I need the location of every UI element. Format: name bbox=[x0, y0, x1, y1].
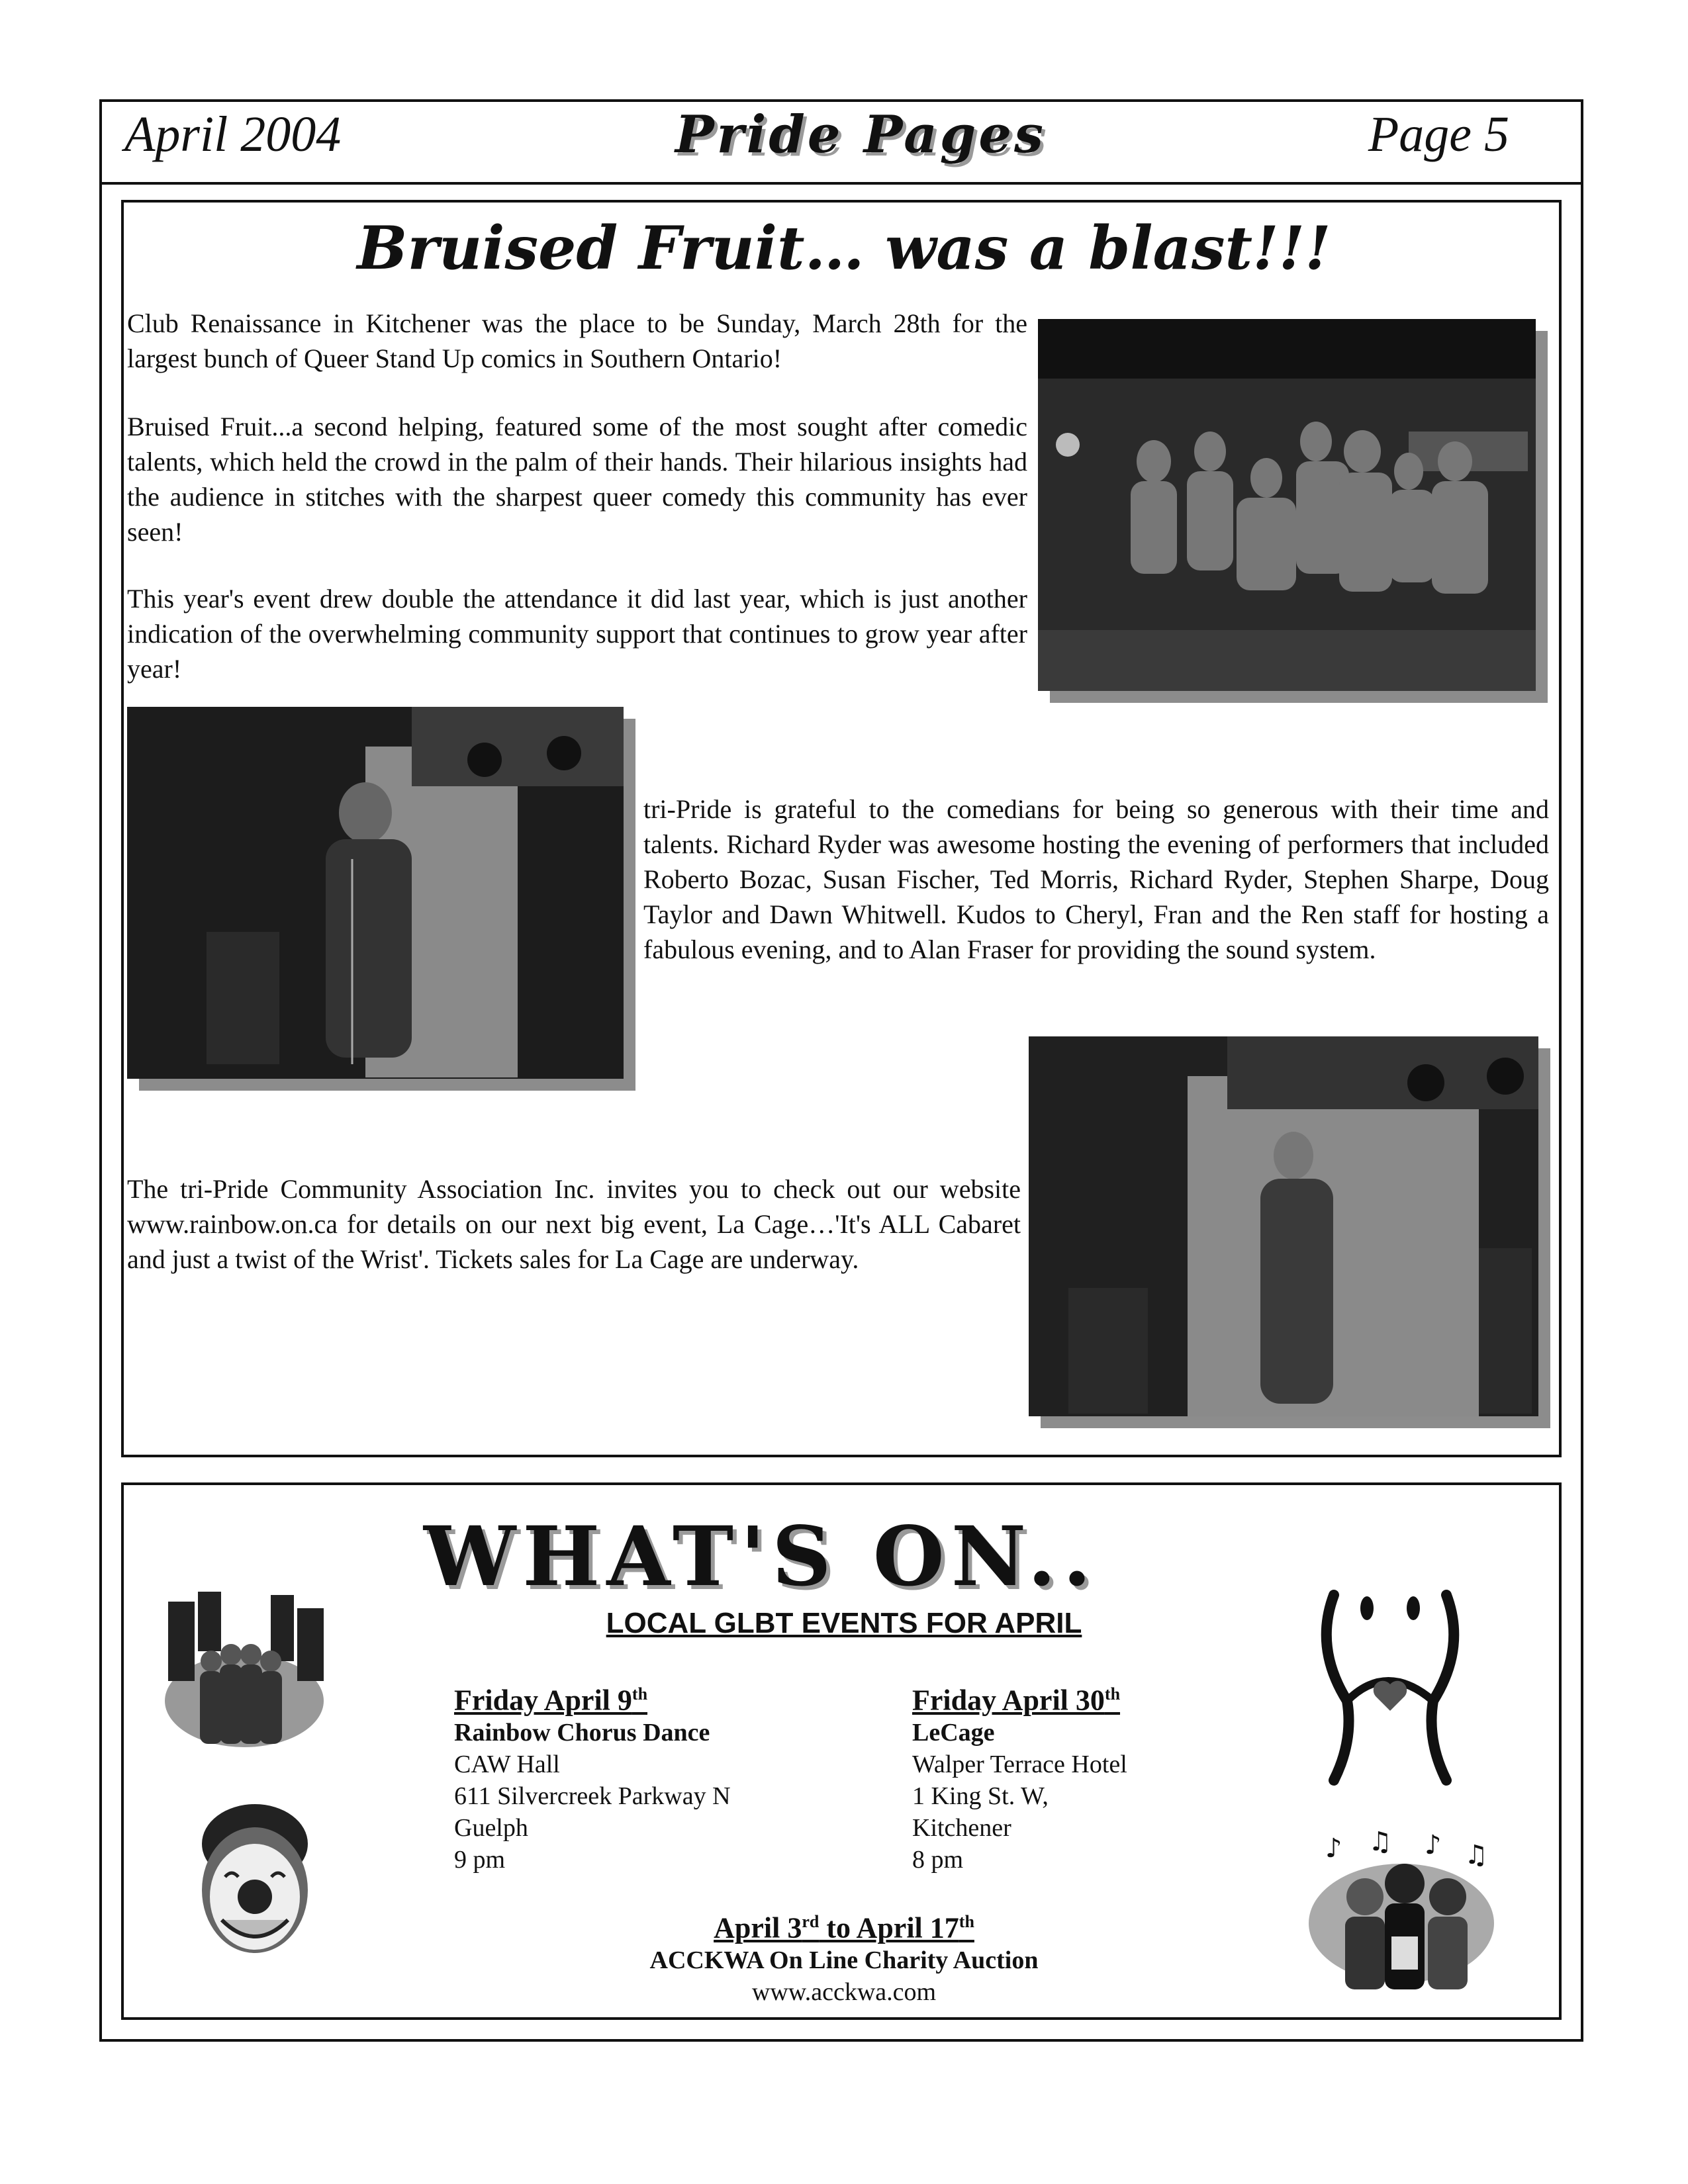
event-1-address: 611 Silvercreek Parkway N bbox=[454, 1782, 731, 1810]
event-2-date: Friday April 30th bbox=[912, 1684, 1121, 1717]
article-paragraph-2: Bruised Fruit...a second helping, featured some of the most sought after comedic talents, which held the crowd in the palm of their hands. Their hilarious insights had the audience in stitches with the sharpest queer comedy this community has ever seen! bbox=[127, 412, 1027, 547]
issue-date: April 2004 bbox=[124, 107, 342, 162]
header-divider bbox=[99, 182, 1583, 185]
comedian-on-stage-photo bbox=[1029, 1036, 1538, 1416]
group-photo bbox=[1038, 319, 1536, 691]
svg-text:♪: ♪ bbox=[1325, 1833, 1342, 1864]
whats-on-subtitle: LOCAL GLBT EVENTS FOR APRIL bbox=[606, 1607, 1082, 1639]
event-1-name: Rainbow Chorus Dance bbox=[454, 1718, 710, 1747]
singers-music-notes-icon bbox=[1305, 1824, 1497, 1996]
event-2-name: LeCage bbox=[912, 1718, 995, 1747]
event-1 bbox=[454, 1678, 825, 1876]
whats-on-title: WHAT'S ON.. bbox=[424, 1509, 1098, 1605]
event-1-time: 9 pm bbox=[454, 1845, 506, 1874]
article-paragraph-1: Club Renaissance in Kitchener was the place to be Sunday, March 28th for the largest bunch of Queer Stand Up comics in Southern Ontario! bbox=[127, 308, 1027, 373]
dancing-couple-heart-icon bbox=[1314, 1588, 1466, 1787]
event-1-city: Guelph bbox=[454, 1813, 528, 1842]
article-paragraph-5: The tri-Pride Community Association Inc. invites you to check out our website www.rainbow.on.ca for details on our next big event, La Cage…'It's ALL Cabaret and just a twist of the Wrist'. Tickets sales for La Cage are underway. bbox=[127, 1174, 1021, 1274]
event-2-time: 8 pm bbox=[912, 1845, 964, 1874]
event-2-city: Kitchener bbox=[912, 1813, 1011, 1842]
event-2 bbox=[912, 1678, 1230, 1876]
event-2-venue: Walper Terrace Hotel bbox=[912, 1750, 1127, 1778]
event-1-venue: CAW Hall bbox=[454, 1750, 560, 1778]
city-chorus-clipart-icon bbox=[162, 1588, 327, 1754]
svg-text:♪: ♪ bbox=[1425, 1830, 1442, 1860]
article-paragraph-3: This year's event drew double the attendance it did last year, which is just another indication of the overwhelming community support that continues to grow year after year! bbox=[127, 584, 1027, 684]
article-paragraph-4: tri-Pride is grateful to the comedians for being so generous with their time and talents. Richard Ryder was awesome hosting the evening of performers that included Roberto Bozac, Susan Fischer, Ted Morris, Richard Ryder, Stephen Sharpe, Doug Taylor and Dawn Whitwell. Kudos to Cheryl, Fran and the Ren staff for hosting a fabulous evening, and to Alan Fraser for providing the sound system. bbox=[643, 794, 1549, 964]
page-number: Page 5 bbox=[1368, 107, 1509, 162]
event-1-date: Friday April 9th bbox=[454, 1684, 648, 1717]
auction-url: www.acckwa.com bbox=[751, 1978, 937, 2006]
svg-text:♫: ♫ bbox=[1368, 1827, 1392, 1857]
newsletter-title: Pride Pages bbox=[675, 105, 1046, 165]
article-title: Bruised Fruit… was a blast!!! bbox=[357, 213, 1331, 283]
host-on-stage-photo bbox=[127, 707, 624, 1079]
auction-dates: April 3rd to April 17th bbox=[714, 1911, 974, 1944]
auction-name: ACCKWA On Line Charity Auction bbox=[649, 1946, 1039, 1974]
svg-text:♫: ♫ bbox=[1464, 1840, 1488, 1870]
event-2-address: 1 King St. W, bbox=[912, 1782, 1049, 1810]
clown-face-icon bbox=[185, 1797, 324, 1963]
